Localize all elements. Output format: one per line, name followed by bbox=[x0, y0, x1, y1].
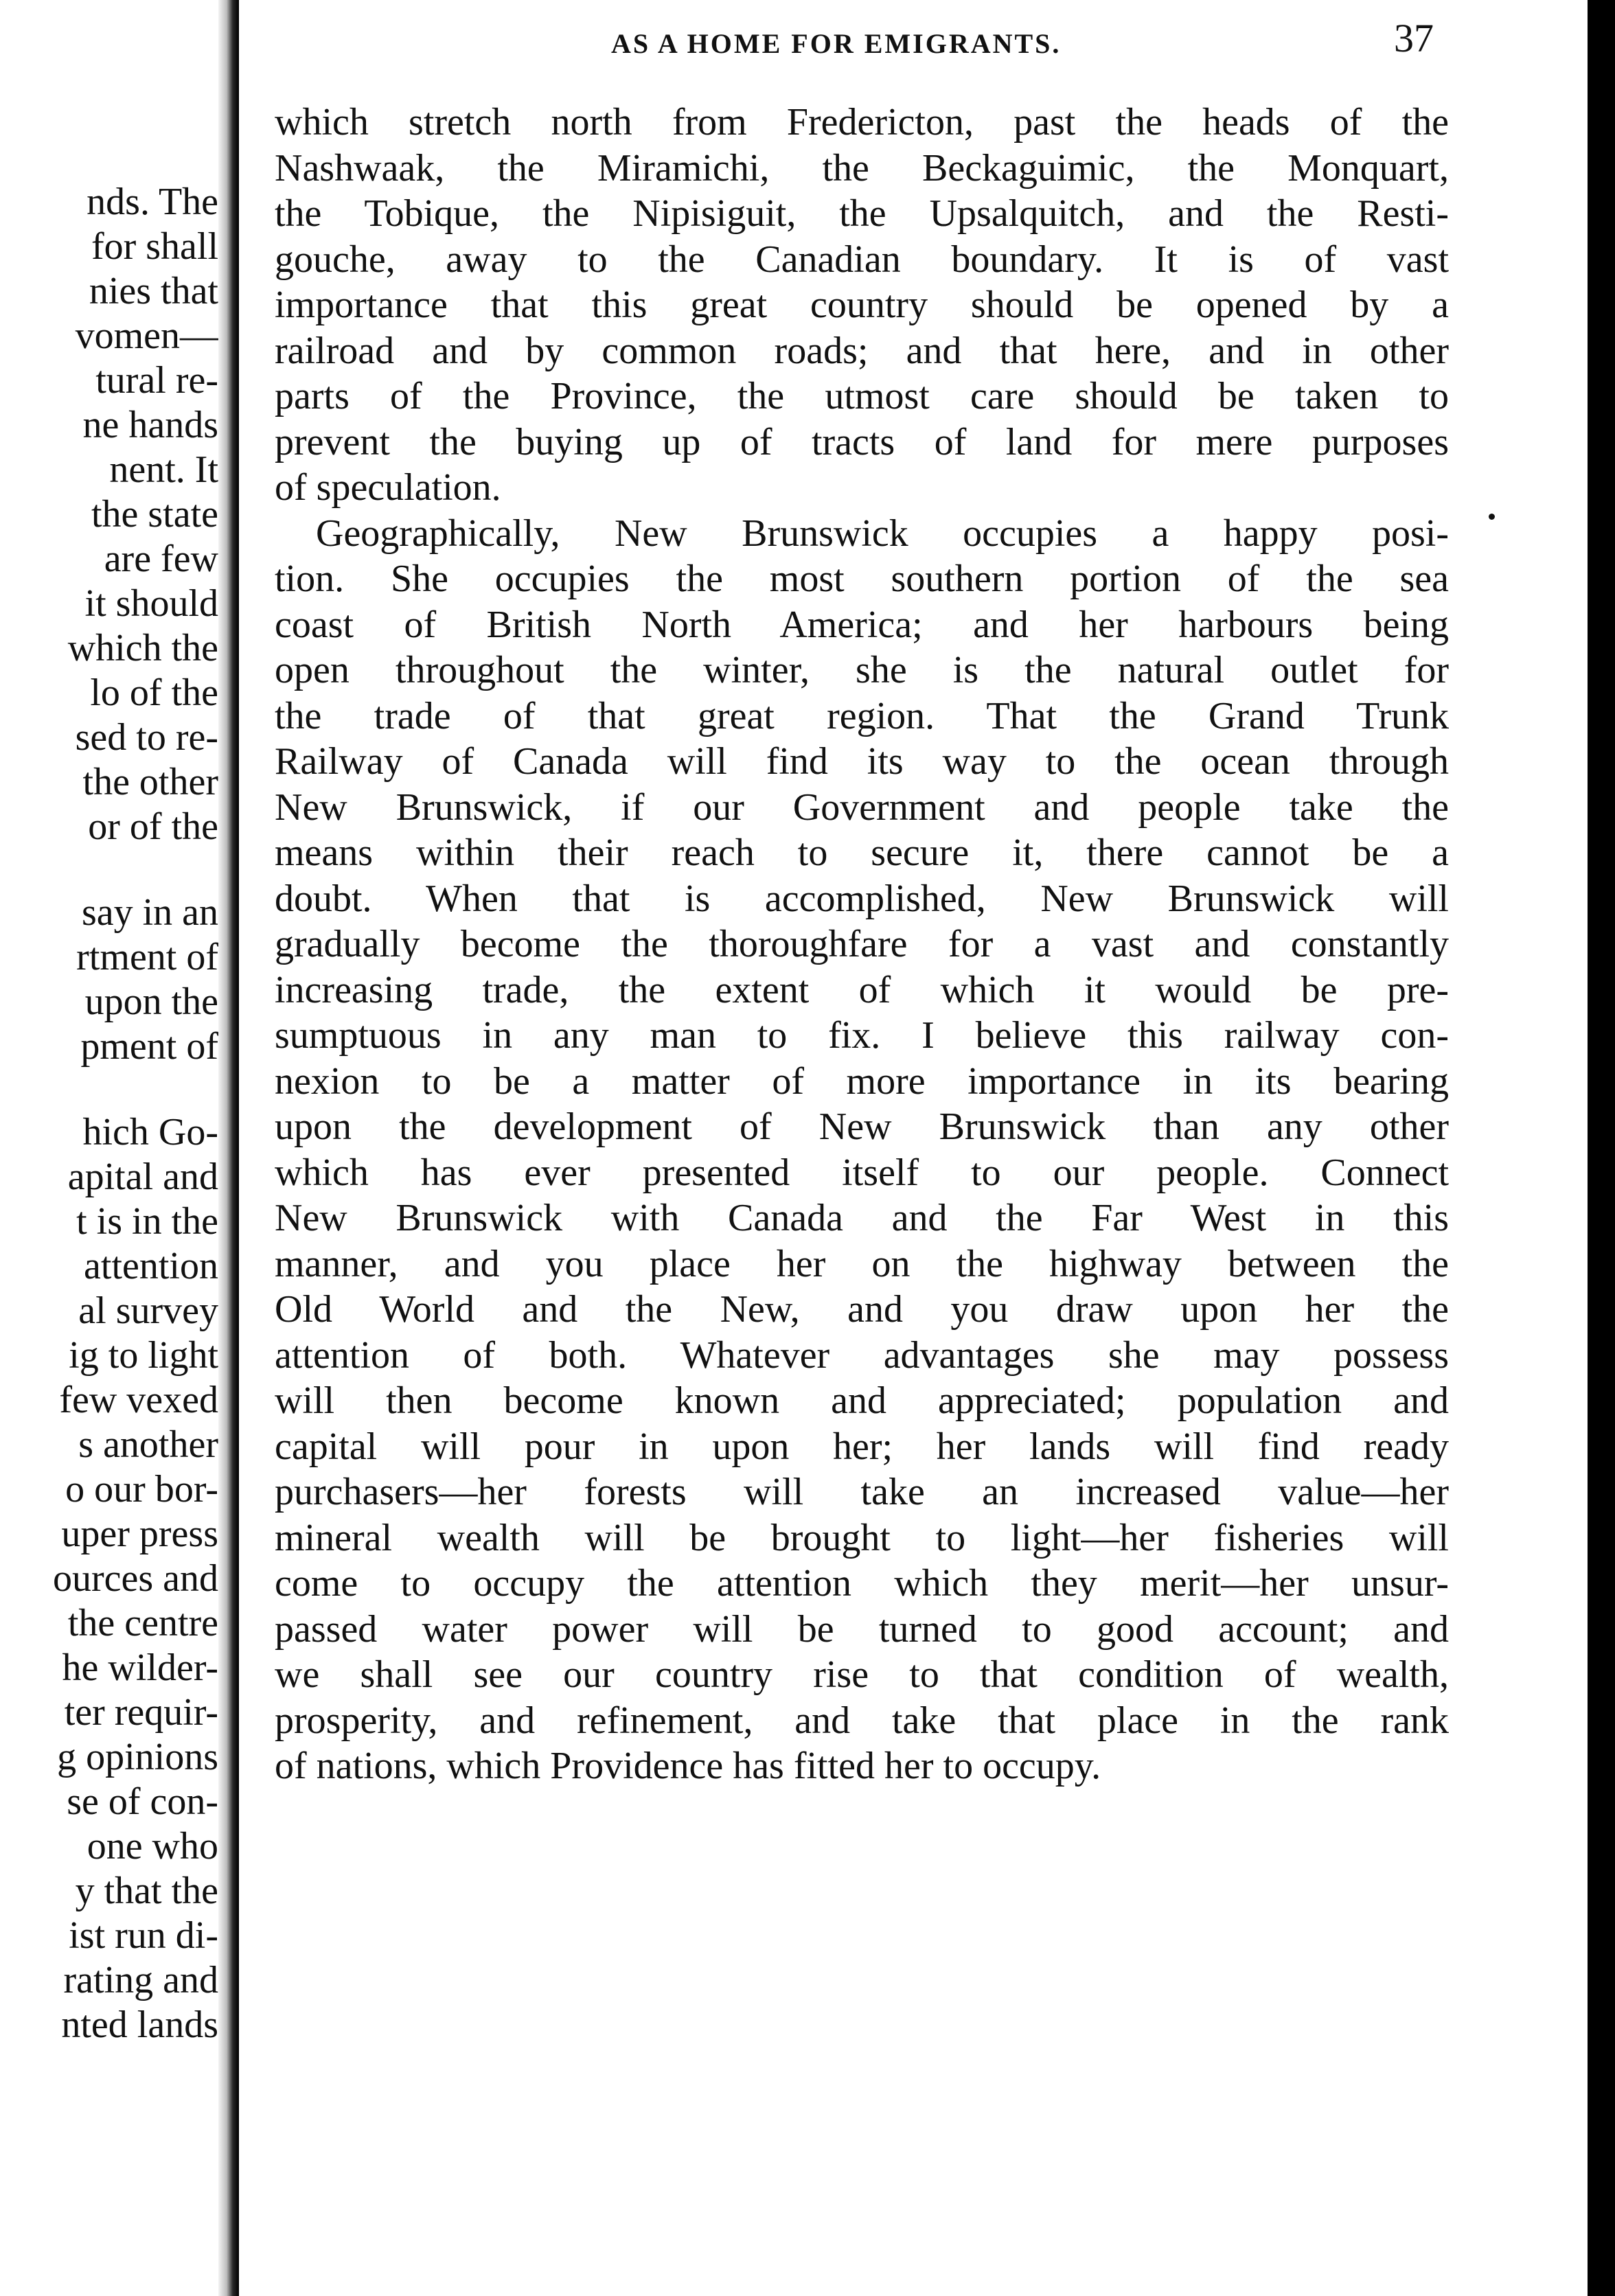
left-text-line: rtment of bbox=[76, 936, 218, 978]
left-text-line: are few bbox=[104, 538, 218, 580]
left-text-line: uper press bbox=[61, 1513, 218, 1555]
text-line: we shall see our country rise to that condition of wealth, bbox=[275, 1653, 1449, 1696]
text-line: gradually become the thoroughfare for a vast and constantly bbox=[275, 923, 1449, 965]
left-text-line: apital and bbox=[67, 1156, 218, 1198]
text-line: doubt. When that is accomplished, New Brunswick will bbox=[275, 877, 1449, 920]
text-line: capital will pour in upon her; her lands will find ready bbox=[275, 1425, 1449, 1468]
text-line: Old World and the New, and you draw upon her the bbox=[275, 1288, 1449, 1331]
left-text-line: se of con- bbox=[67, 1780, 218, 1823]
text-line: Nashwaak, the Miramichi, the Beckaguimic, the Monquart, bbox=[275, 146, 1449, 190]
main-text-column bbox=[275, 100, 1449, 1789]
left-text-line: the centre bbox=[67, 1602, 218, 1644]
left-page bbox=[0, 0, 218, 2296]
left-text-line: nted lands bbox=[61, 2004, 218, 2046]
text-line: tion. She occupies the most southern portion of the sea bbox=[275, 558, 1449, 600]
left-text-line: ist run di- bbox=[69, 1914, 218, 1957]
left-text-line: ne hands bbox=[82, 404, 218, 446]
text-line: come to occupy the attention which they merit—her unsur- bbox=[275, 1562, 1449, 1605]
left-text-line: y that the bbox=[75, 1870, 218, 1912]
left-text-line: which the bbox=[67, 627, 218, 669]
left-text-line: lo of the bbox=[90, 671, 218, 714]
text-line: means within their reach to secure it, there cannot be a bbox=[275, 831, 1449, 874]
text-line: which stretch north from Fredericton, past the heads of the bbox=[275, 101, 1449, 144]
page-number: 37 bbox=[1394, 16, 1434, 60]
left-text-line: o our bor- bbox=[65, 1468, 218, 1511]
text-line: Railway of Canada will find its way to the ocean through bbox=[275, 740, 1449, 783]
text-line: will then become known and appreciated; population and bbox=[275, 1379, 1449, 1422]
text-line: New Brunswick, if our Government and people take the bbox=[275, 785, 1449, 829]
text-line: the trade of that great region. That the Grand Trunk bbox=[275, 694, 1449, 737]
left-text-line: t is in the bbox=[76, 1200, 218, 1243]
left-text-line: say in an bbox=[81, 891, 218, 934]
text-line: manner, and you place her on the highway between the bbox=[275, 1242, 1449, 1285]
text-line: nexion to be a matter of more importance in its bearing bbox=[275, 1059, 1449, 1103]
left-text-line: nies that bbox=[89, 270, 218, 312]
text-line: sumptuous in any man to fix. I believe this railway con- bbox=[275, 1014, 1449, 1057]
left-text-line: one who bbox=[87, 1825, 218, 1868]
text-line: purchasers—her forests will take an increased value—her bbox=[275, 1471, 1449, 1513]
left-text-line: rating and bbox=[63, 1959, 218, 2001]
left-text-line: or of the bbox=[88, 805, 218, 848]
left-text-line: for shall bbox=[91, 225, 218, 268]
text-line: which has ever presented itself to our people. Connect bbox=[275, 1151, 1449, 1194]
text-line: railroad and by common roads; and that here, and in other bbox=[275, 329, 1449, 372]
left-text-line: tural re- bbox=[95, 359, 218, 402]
text-line: passed water power will be turned to good account; and bbox=[275, 1607, 1449, 1651]
text-line: prosperity, and refinement, and take that place in the rank bbox=[275, 1699, 1449, 1742]
left-text-line: vomen— bbox=[75, 314, 218, 357]
left-text-line: s another bbox=[78, 1423, 218, 1466]
text-line: of nations, which Providence has fitted her to occupy. bbox=[275, 1745, 1101, 1787]
text-line: the Tobique, the Nipisiguit, the Upsalquitch, and the Resti- bbox=[275, 192, 1449, 235]
left-text-line: it should bbox=[84, 582, 218, 625]
left-text-line: upon the bbox=[84, 980, 218, 1023]
left-text-line: sed to re- bbox=[75, 716, 218, 759]
left-text-line: the other bbox=[82, 761, 218, 803]
text-line: parts of the Province, the utmost care should be taken to bbox=[275, 375, 1449, 417]
left-text-line: ter requir- bbox=[64, 1691, 218, 1734]
left-page-text-column bbox=[0, 180, 218, 2047]
left-text-line: he wilder- bbox=[62, 1646, 218, 1689]
text-line: mineral wealth will be brought to light—her fisheries will bbox=[275, 1516, 1449, 1559]
print-speck bbox=[1489, 514, 1495, 520]
left-text-line: g opinions bbox=[57, 1736, 218, 1778]
left-text-line: al survey bbox=[78, 1289, 218, 1332]
left-text-line: few vexed bbox=[59, 1379, 218, 1421]
left-text-line: ig to light bbox=[69, 1334, 218, 1377]
left-text-line: nds. The bbox=[87, 181, 218, 223]
text-line: importance that this great country should be opened by a bbox=[275, 284, 1449, 326]
paragraph-gap bbox=[0, 849, 218, 891]
text-line: open throughout the winter, she is the natural outlet for bbox=[275, 649, 1449, 691]
text-line: upon the development of New Brunswick than any other bbox=[275, 1105, 1449, 1148]
running-header: AS A HOME FOR EMIGRANTS. bbox=[611, 28, 1062, 59]
left-text-line: hich Go- bbox=[82, 1111, 218, 1153]
text-line: prevent the buying up of tracts of land for mere purposes bbox=[275, 420, 1449, 463]
text-line: New Brunswick with Canada and the Far West in this bbox=[275, 1197, 1449, 1239]
paragraph-gap bbox=[0, 1069, 218, 1110]
text-line: gouche, away to the Canadian boundary. It is of vast bbox=[275, 238, 1449, 281]
text-line: increasing trade, the extent of which it would be pre- bbox=[275, 968, 1449, 1011]
left-text-line: nent. It bbox=[109, 448, 218, 491]
left-text-line: pment of bbox=[80, 1025, 218, 1068]
text-line: attention of both. Whatever advantages she may possess bbox=[275, 1333, 1449, 1377]
left-text-line: the state bbox=[91, 493, 218, 536]
left-text-line: ources and bbox=[52, 1557, 218, 1600]
book-gutter bbox=[218, 0, 239, 2296]
text-line: Geographically, New Brunswick occupies a happy posi- bbox=[316, 512, 1449, 555]
text-line: coast of British North America; and her harbours being bbox=[275, 603, 1449, 646]
left-text-line: attention bbox=[84, 1245, 218, 1287]
text-line: of speculation. bbox=[275, 466, 501, 509]
